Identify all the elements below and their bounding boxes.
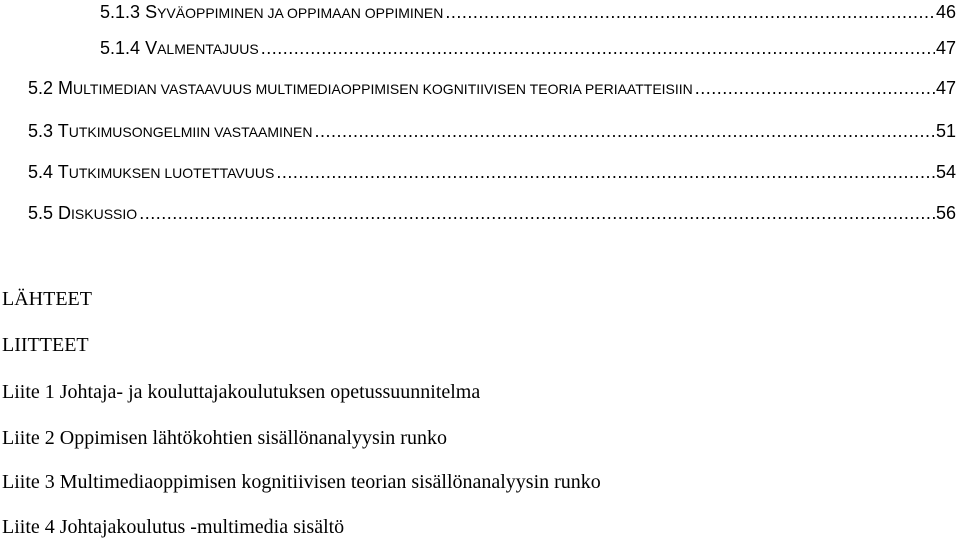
toc-leader-dots bbox=[445, 0, 935, 24]
toc-page-number: 54 bbox=[935, 162, 956, 182]
toc-page-number: 56 bbox=[935, 203, 956, 223]
toc-page-number: 51 bbox=[935, 121, 956, 141]
toc-page-number: 47 bbox=[935, 38, 956, 58]
toc-page-number: 46 bbox=[935, 2, 956, 22]
toc-leader-dots bbox=[261, 36, 935, 60]
references-heading[interactable]: LÄHTEET bbox=[2, 288, 92, 310]
toc-entry-title: 5.4 TUTKIMUKSEN LUOTETTAVUUS bbox=[28, 162, 275, 182]
toc-entry-title: 5.3 TUTKIMUSONGELMIIN VASTAAMINEN bbox=[28, 121, 313, 141]
toc-entry-title: 5.5 DISKUSSIO bbox=[28, 203, 138, 223]
toc-leader-dots bbox=[314, 119, 935, 143]
toc-entry-title: 5.2 MULTIMEDIAN VASTAAVUUS MULTIMEDIAOPPIMISEN KOGNITIIVISEN TEORIA PERIAATTEISIIN bbox=[28, 78, 693, 98]
toc-page-number: 47 bbox=[935, 78, 956, 98]
appendix-item[interactable]: Liite 3 Multimediaoppimisen kognitiivisen teorian sisällönanalyysin runko bbox=[2, 471, 601, 493]
toc-entry-title: 5.1.4 VALMENTAJUUS bbox=[100, 38, 259, 58]
toc-entry[interactable] bbox=[28, 76, 956, 100]
toc-entry[interactable] bbox=[28, 201, 956, 225]
toc-entry[interactable] bbox=[100, 36, 956, 60]
appendix-item[interactable]: Liite 1 Johtaja- ja kouluttajakoulutuksen opetussuunnitelma bbox=[2, 381, 481, 403]
toc-leader-dots bbox=[139, 201, 935, 225]
toc-entry[interactable] bbox=[100, 0, 956, 24]
toc-entry[interactable] bbox=[28, 160, 956, 184]
toc-leader-dots bbox=[695, 76, 935, 100]
toc-entry[interactable] bbox=[28, 119, 956, 143]
toc-entry-title: 5.1.3 SYVÄOPPIMINEN JA OPPIMAAN OPPIMINEN bbox=[100, 2, 444, 22]
appendices-heading[interactable]: LIITTEET bbox=[2, 334, 89, 356]
toc-leader-dots bbox=[276, 160, 935, 184]
appendix-item[interactable]: Liite 2 Oppimisen lähtökohtien sisällönanalyysin runko bbox=[2, 427, 447, 449]
appendix-item[interactable]: Liite 4 Johtajakoulutus -multimedia sisältö bbox=[2, 516, 345, 538]
